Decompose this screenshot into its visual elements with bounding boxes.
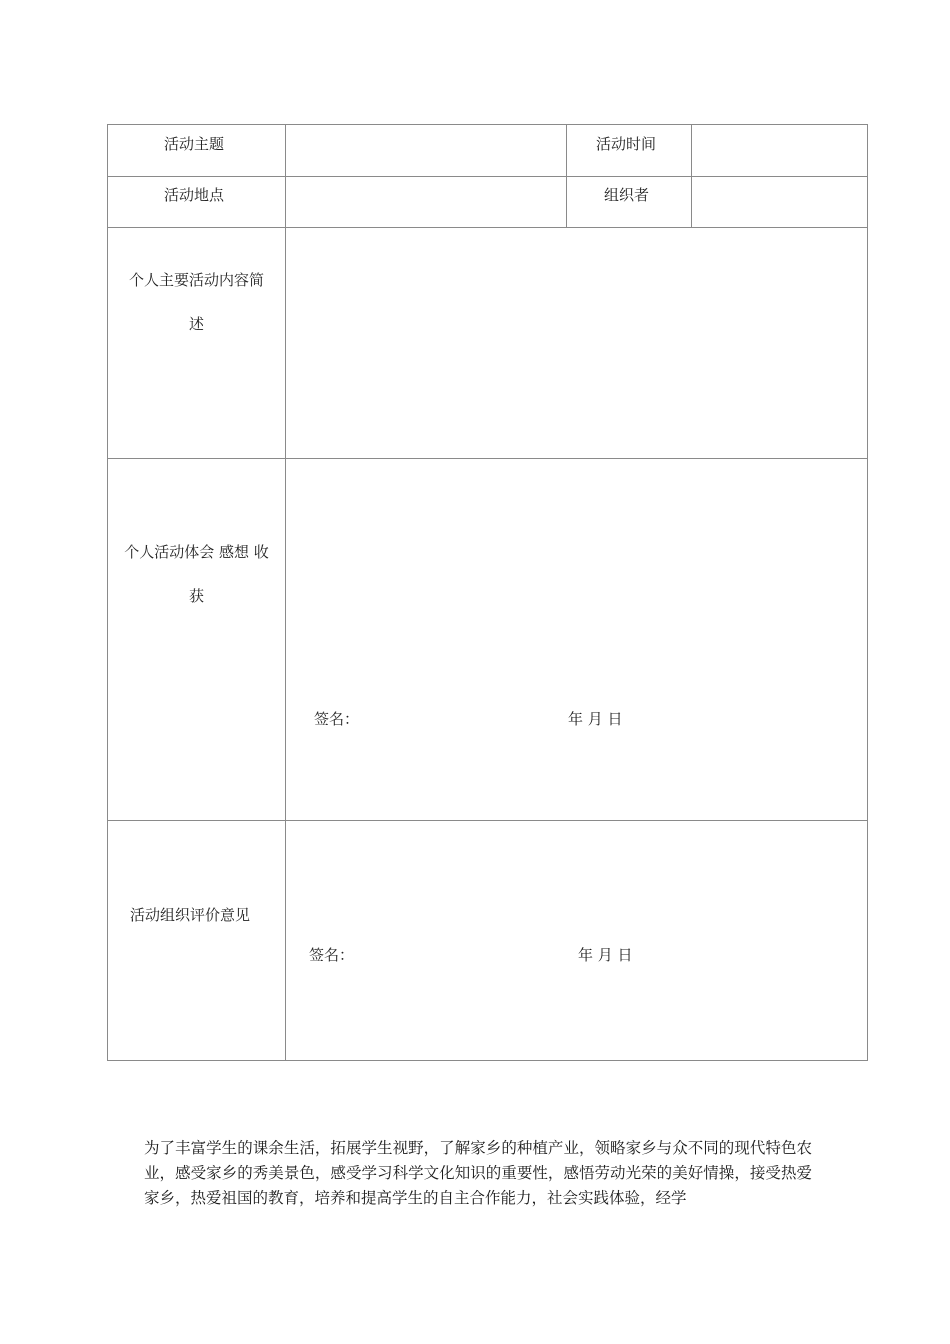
reflection-signature-label: 签名： (314, 710, 360, 728)
place-label: 活动地点 (164, 186, 225, 204)
evaluation-label: 活动组织评价意见 (130, 906, 251, 924)
activity-record-form (107, 124, 868, 1061)
theme-field[interactable] (286, 125, 566, 176)
evaluation-signature-label: 签名： (309, 946, 355, 964)
reflection-date-label: 年 月 日 (568, 710, 623, 728)
body-paragraph: 为了丰富学生的课余生活，拓展学生视野，了解家乡的种植产业，领略家乡与众不同的现代特色农业，感受家乡的秀美景色，感受学习科学文化知识的重要性，感悟劳动光荣的美好情操，接受热爱家乡，热爱祖国的教育，培养和提高学生的自主合作能力，社会实践体验，经学 (144, 1139, 812, 1207)
reflection-field[interactable] (286, 459, 867, 820)
content-summary-field[interactable] (286, 228, 867, 458)
reflection-label-line1: 个人活动体会 感想 收 (124, 543, 269, 561)
time-field[interactable] (692, 125, 867, 176)
reflection-label-line2: 获 (188, 587, 204, 605)
content-summary-label-line1: 个人主要活动内容简 (128, 271, 264, 289)
evaluation-field[interactable] (286, 821, 867, 1060)
theme-label: 活动主题 (164, 135, 225, 153)
organizer-field[interactable] (692, 177, 867, 227)
time-label: 活动时间 (596, 135, 657, 153)
reflection-label (108, 530, 285, 618)
place-field[interactable] (286, 177, 566, 227)
content-summary-label-line2: 述 (188, 315, 204, 333)
evaluation-date-label: 年 月 日 (578, 946, 633, 964)
column-divider (566, 125, 567, 227)
organizer-label: 组织者 (604, 186, 650, 204)
content-summary-label (108, 258, 285, 346)
